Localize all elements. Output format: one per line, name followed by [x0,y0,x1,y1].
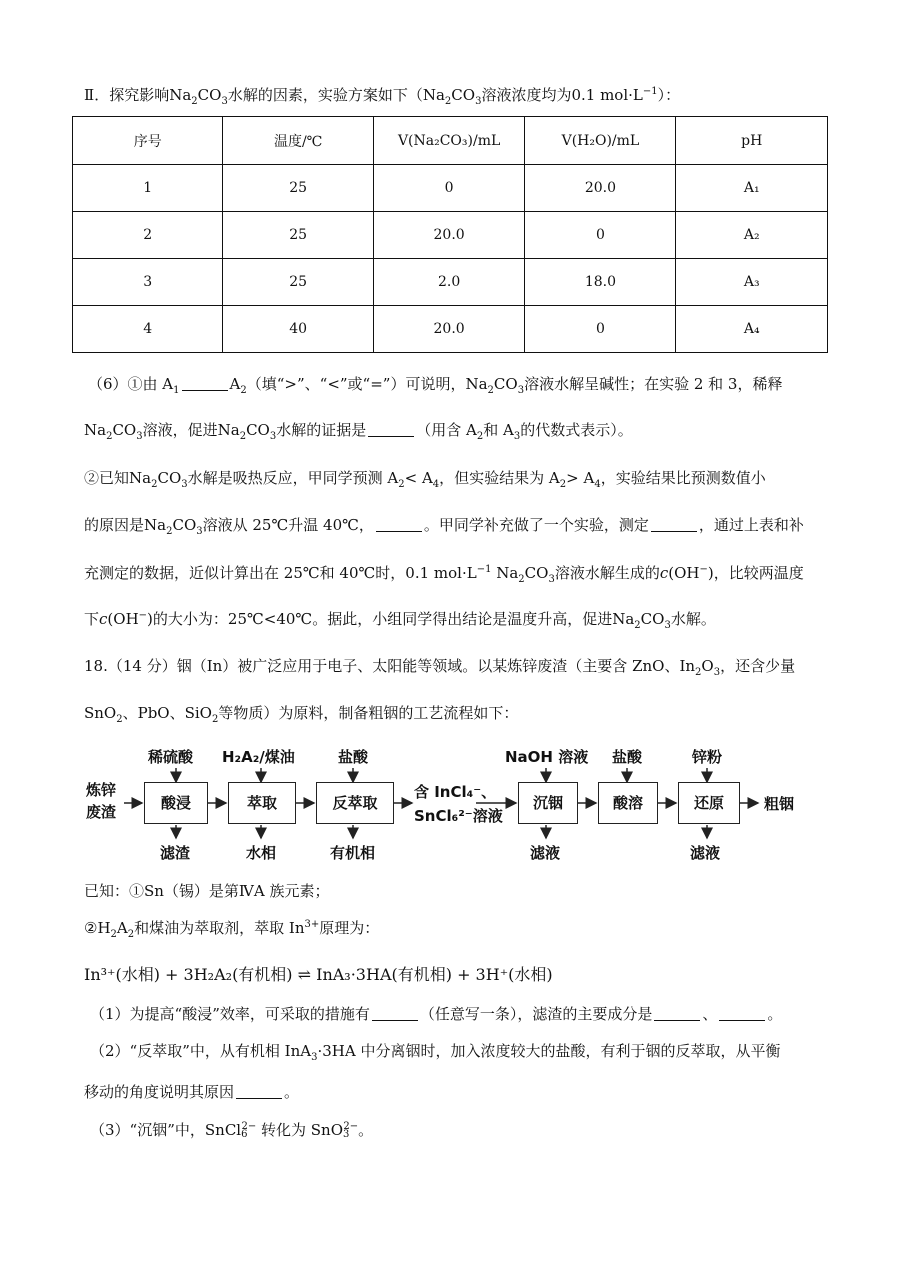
answer-blank[interactable] [368,422,414,437]
q6-line-4: 的原因是$Na_2CO_3$溶液从 25℃升温 40℃， 。甲同学补充做了一个实验，测定 ，通过上表和补 [84,516,804,537]
col-header: 温度/℃ [223,117,373,165]
answer-blank[interactable] [719,1006,765,1021]
table-cell: 2 [73,212,223,259]
question-2-line-2: 移动的角度说明其原因 。 [84,1083,300,1101]
equilibrium-equation: In³⁺(水相) + 3H₂A₂(有机相) ⇌ InA₃·3HA(有机相) + 3H⁺(水相) [84,965,553,984]
flow-input-label: H₂A₂/煤油 [222,748,295,766]
flow-box-precipitate: 沉铟 [518,782,578,824]
answer-blank[interactable] [372,1006,418,1021]
col-header: V(Na₂CO₃)/mL [373,117,524,165]
flow-input-label: 锌粉 [692,748,723,766]
section-intro: Ⅱ．探究影响$Na_2CO_3$水解的因素，实验方案如下（$Na_2CO_3$溶液浓度均为0.1 $mol\cdot L^{-1}$）： [84,86,681,107]
flow-output-label: 有机相 [330,844,376,862]
flow-box-acid-leach: 酸浸 [144,782,208,824]
table-cell: 20.0 [525,165,676,212]
q6-line-1: （6）①由 $A_1$ $A_2$（填“>”、“<”或“=”）可说明，$Na_2CO_3$溶液水解呈碱性；在实验 2 和 3，稀释 [88,375,783,396]
flow-mid-label: 含 InCl₄⁻、 SnCl₆²⁻溶液 [414,783,503,825]
table-cell: A₃ [676,259,828,306]
table-cell: 0 [525,212,676,259]
table-cell: 25 [223,165,373,212]
flow-input-label: NaOH 溶液 [505,748,589,766]
table-cell: 1 [73,165,223,212]
flow-box-acid-dissolve: 酸溶 [598,782,658,824]
answer-blank[interactable] [651,517,697,532]
flow-output-label: 滤液 [690,844,721,862]
flow-output-label: 水相 [246,844,277,862]
answer-blank[interactable] [654,1006,700,1021]
flow-output-label: 滤渣 [160,844,191,862]
flow-input-label: 稀硫酸 [148,748,194,766]
q6-line-6: 下c(OH−)的大小为：25℃<40℃。据此，小组同学得出结论是温度升高，促进$Na_2CO_3$水解。 [84,610,716,631]
answer-blank[interactable] [236,1084,282,1099]
table-cell: 3 [73,259,223,306]
table-cell: 25 [223,212,373,259]
table-row [73,306,828,353]
col-header: V(H₂O)/mL [525,117,676,165]
table-cell: 18.0 [525,259,676,306]
flow-input-label: 盐酸 [338,748,369,766]
col-header: 序号 [73,117,223,165]
table-row [73,212,828,259]
flow-input-label: 盐酸 [612,748,643,766]
table-cell: 0 [525,306,676,353]
known-line-1: 已知：①Sn（锡）是第ⅣA 族元素； [84,882,330,900]
table-row [73,259,828,306]
known-line-2: $②H_2A_2$和煤油为萃取剂，萃取 $In^{3+}$原理为： [84,919,380,940]
table-cell: A₂ [676,212,828,259]
answer-blank[interactable] [182,376,228,391]
table-cell: 0 [373,165,524,212]
flow-end-label: 粗铟 [764,795,795,813]
table-cell: 4 [73,306,223,353]
question-1: （1）为提高“酸浸”效率，可采取的措施有 （任意写一条），滤渣的主要成分是 、 。 [90,1005,783,1023]
table-cell: 2.0 [373,259,524,306]
q6-line-5: 充测定的数据，近似计算出在 25℃和 40℃时，0.1 $mol\cdot L^{-1}$ $Na_2CO_3$溶液水解生成的c(OH−)，比较两温度 [84,564,804,585]
flow-box-extract: 萃取 [228,782,296,824]
answer-blank[interactable] [376,517,422,532]
question-2-line-1: （2）“反萃取”中，从有机相 InA$_3$·3HA 中分离铟时，加入浓度较大的盐酸，有利于铟的反萃取，从平衡 [90,1042,781,1063]
experiment-table [72,116,828,353]
q18-line-1: 18.（14 分）铟（In）被广泛应用于电子、太阳能等领域。以某炼锌废渣（主要含 ZnO、$In_2O_3$，还含少量 [84,657,796,678]
q6-line-3: ②已知$Na_2CO_3$水解是吸热反应，甲同学预测 $A_2< A_4$，但实验结果为 $A_2> A_4$，实验结果比预测数值小 [84,469,766,490]
table-cell: A₁ [676,165,828,212]
table-header-row [73,117,828,165]
flow-box-reduce: 还原 [678,782,740,824]
question-3: （3）“沉铟”中，SnCl$_6^{2-}$ 转化为 SnO$_3^{2-}$。 [90,1121,374,1140]
q6-line-2: $Na_2CO_3$溶液，促进$Na_2CO_3$水解的证据是 （用含 $A_2$和 $A_3$的代数式表示）。 [84,421,633,442]
col-header: pH [676,117,828,165]
table-cell: 25 [223,259,373,306]
table-cell: 40 [223,306,373,353]
q18-line-2: SnO$_2$、PbO、SiO$_2$等物质）为原料，制备粗铟的工艺流程如下： [84,704,519,725]
flow-start-label: 炼锌 废渣 [86,781,117,821]
table-row [73,165,828,212]
table-cell: 20.0 [373,306,524,353]
table-cell: 20.0 [373,212,524,259]
flow-box-back-extract: 反萃取 [316,782,394,824]
flow-output-label: 滤液 [530,844,561,862]
table-cell: A₄ [676,306,828,353]
